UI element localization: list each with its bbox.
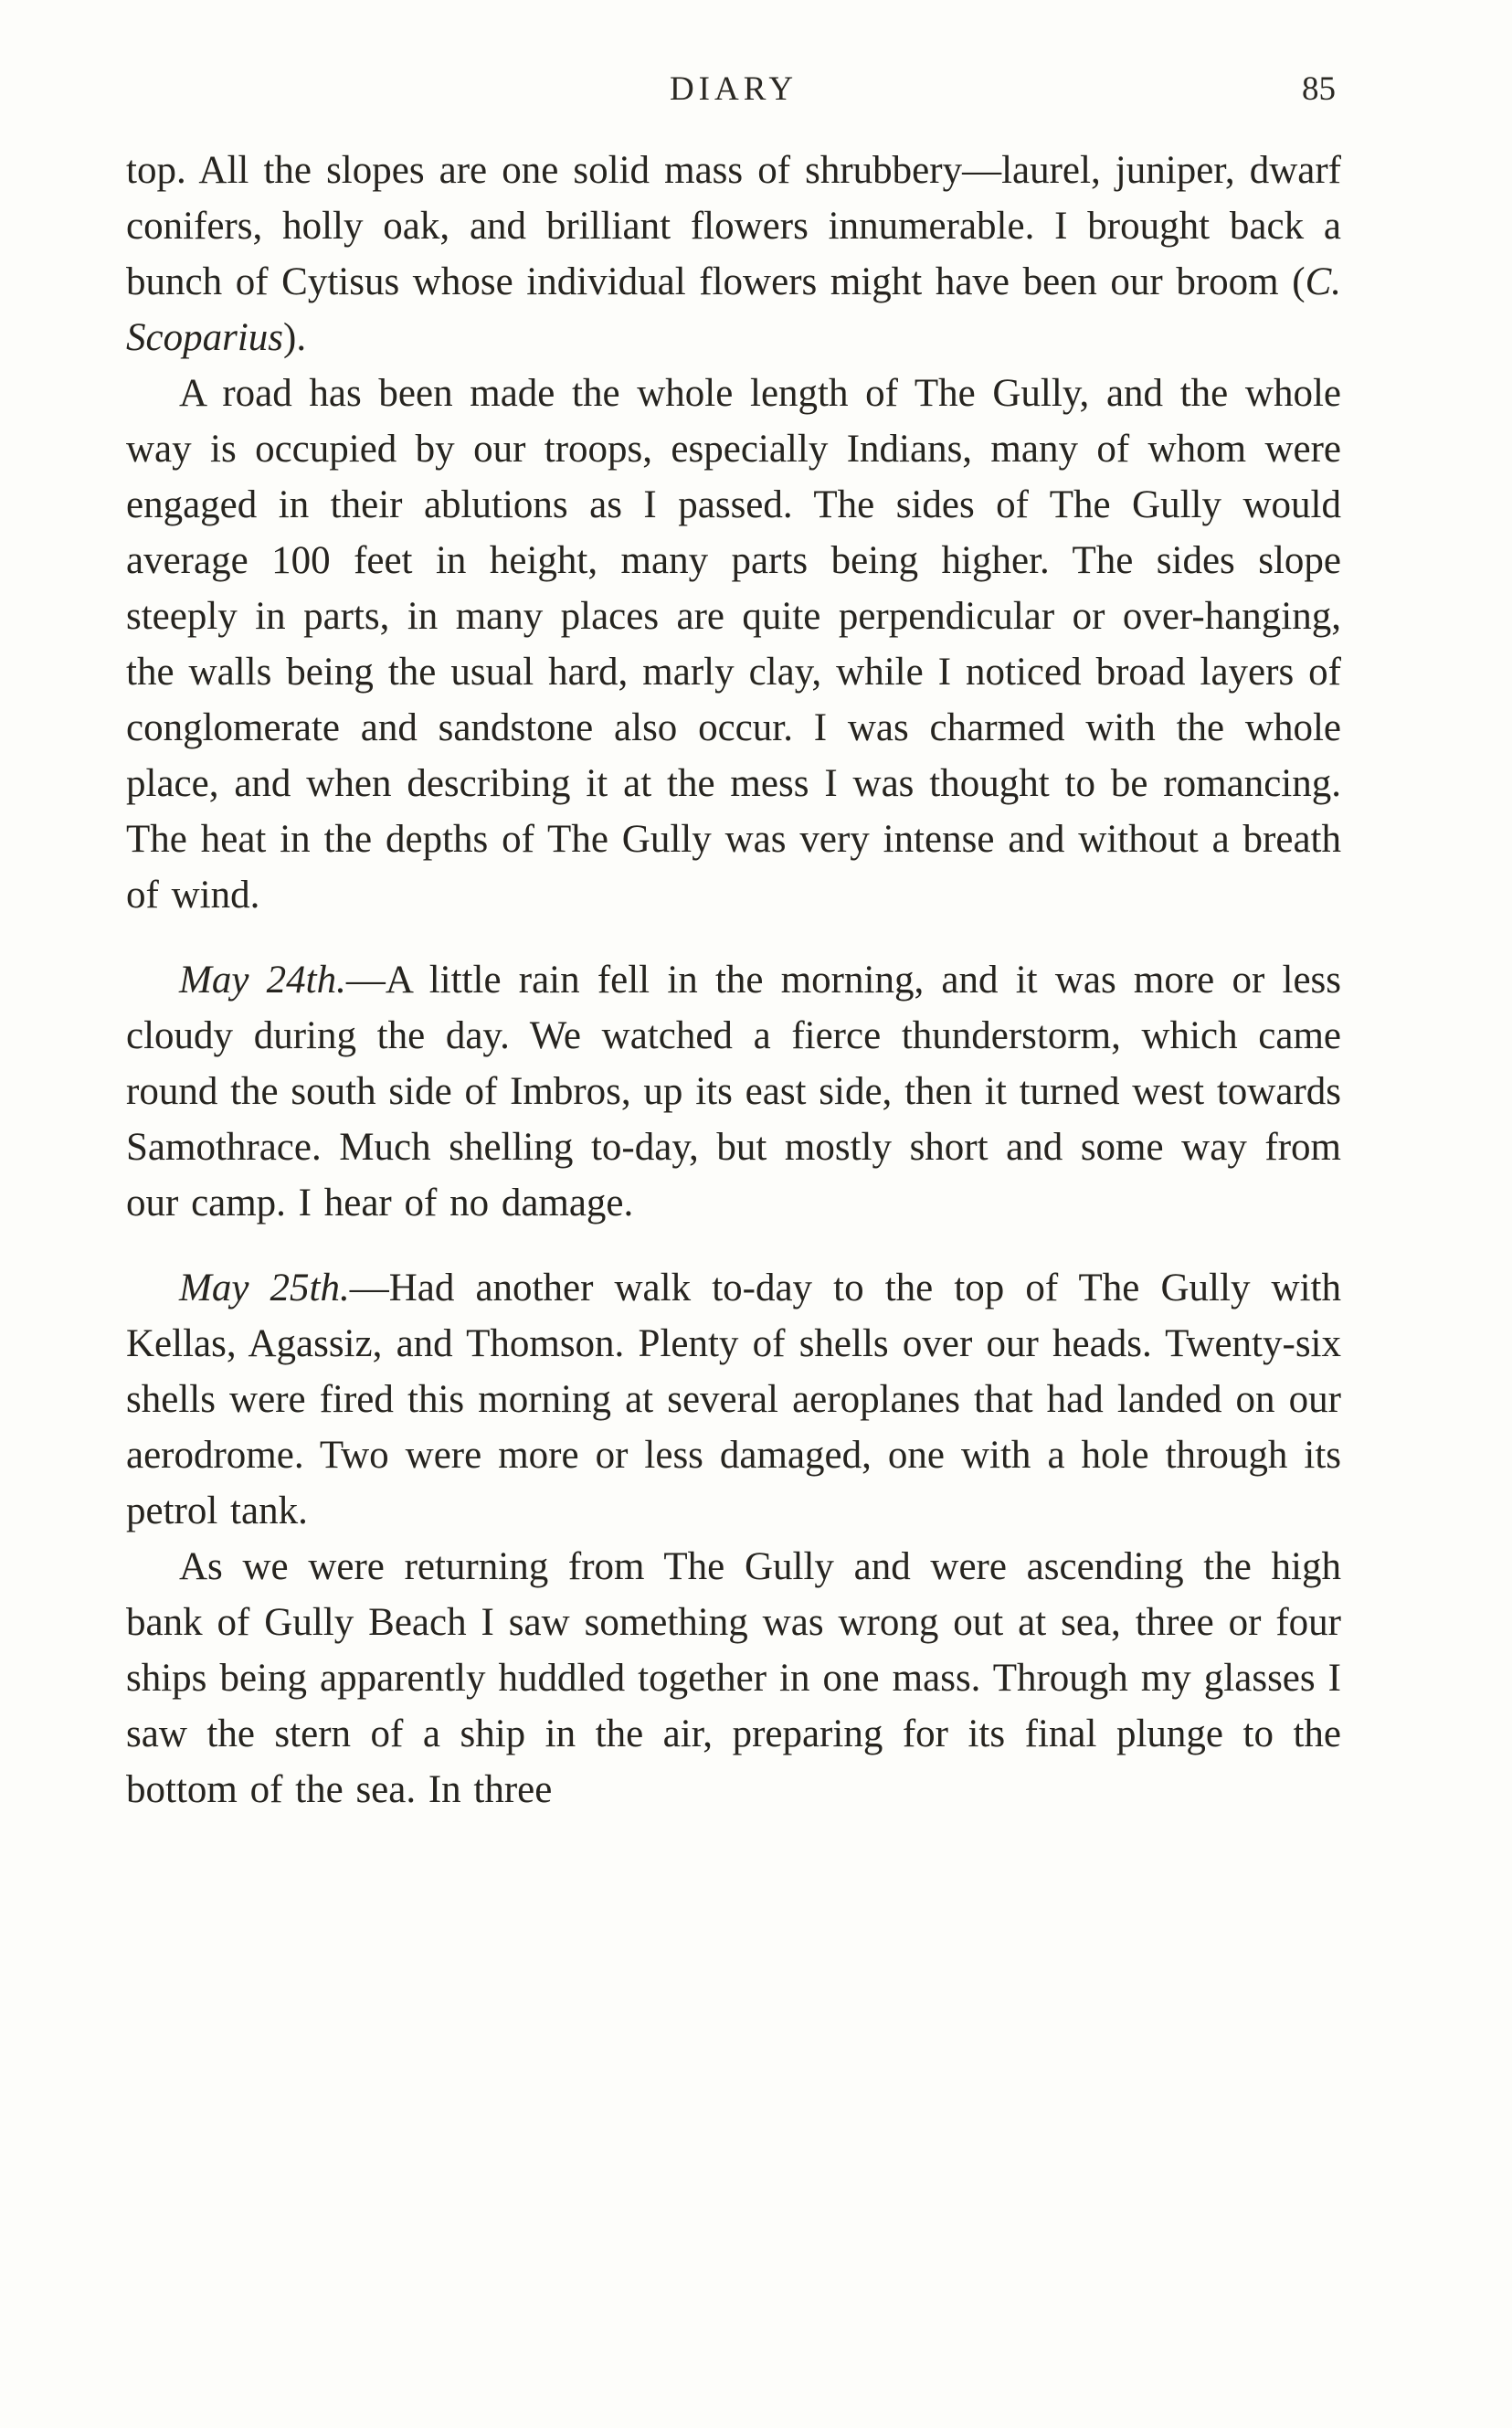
diary-body (126, 143, 1341, 1818)
paragraph (126, 143, 1341, 366)
text-run: —A little rain fell in the morning, and it was more or less cloudy during the day. We watched a fierce thunderstorm, which came round the south side of Imbros, up its east side, then it turned west towards Samothrace. Much shelling to-day, but mostly short and some way from our camp. I hear of no damage. (126, 959, 1341, 1225)
text-run: top. All the slopes are one solid mass of shrubbery—laurel, juniper, dwarf conifers, holly oak, and brilliant flowers innumerable. I brought back a bunch of Cytisus whose individual flowers might have been our broom ( (126, 149, 1341, 303)
paragraph-diary-entry (126, 952, 1341, 1231)
text-run: A road has been made the whole length of The Gully, and the whole way is occupied by our troops, especially Indians, many of whom were engaged in their ablutions as I passed. The sides of The Gully would average 100 feet in height, many parts being higher. The sides slope steeply in parts, in many places are quite perpendicular or over-hanging, the walls being the usual hard, marly clay, while I noticed broad layers of conglomerate and sandstone also occur. I was charmed with the whole place, and when describing it at the mess I was thought to be romancing. The heat in the depths of The Gully was very intense and without a breath of wind. (126, 372, 1341, 917)
italic-text-run: May 24th. (179, 959, 346, 1002)
paragraph (126, 366, 1341, 923)
text-run: ). (283, 316, 307, 359)
text-run: —Had another walk to-day to the top of The Gully with Kellas, Agassiz, and Thomson. Plenty of shells over our heads. Twenty-six shells were fired this morning at several aeroplanes that had landed on our aerodrome. Two were more or less damaged, one with a hole through its petrol tank. (126, 1267, 1341, 1532)
page-title: DIARY (669, 70, 798, 108)
page-header (126, 69, 1341, 117)
paragraph (126, 1539, 1341, 1818)
text-run: As we were returning from The Gully and were ascending the high bank of Gully Beach I saw something was wrong out at sea, three or four ships being apparently huddled together in one mass. Through my glasses I saw the stern of a ship in the air, preparing for its final plunge to the bottom of the sea. In three (126, 1545, 1341, 1811)
page-number: 85 (1302, 70, 1336, 108)
paragraph-diary-entry (126, 1260, 1341, 1539)
italic-text-run: C. Scoparius (126, 260, 1341, 359)
text-block (126, 69, 1341, 1818)
italic-text-run: May 25th. (179, 1267, 350, 1309)
